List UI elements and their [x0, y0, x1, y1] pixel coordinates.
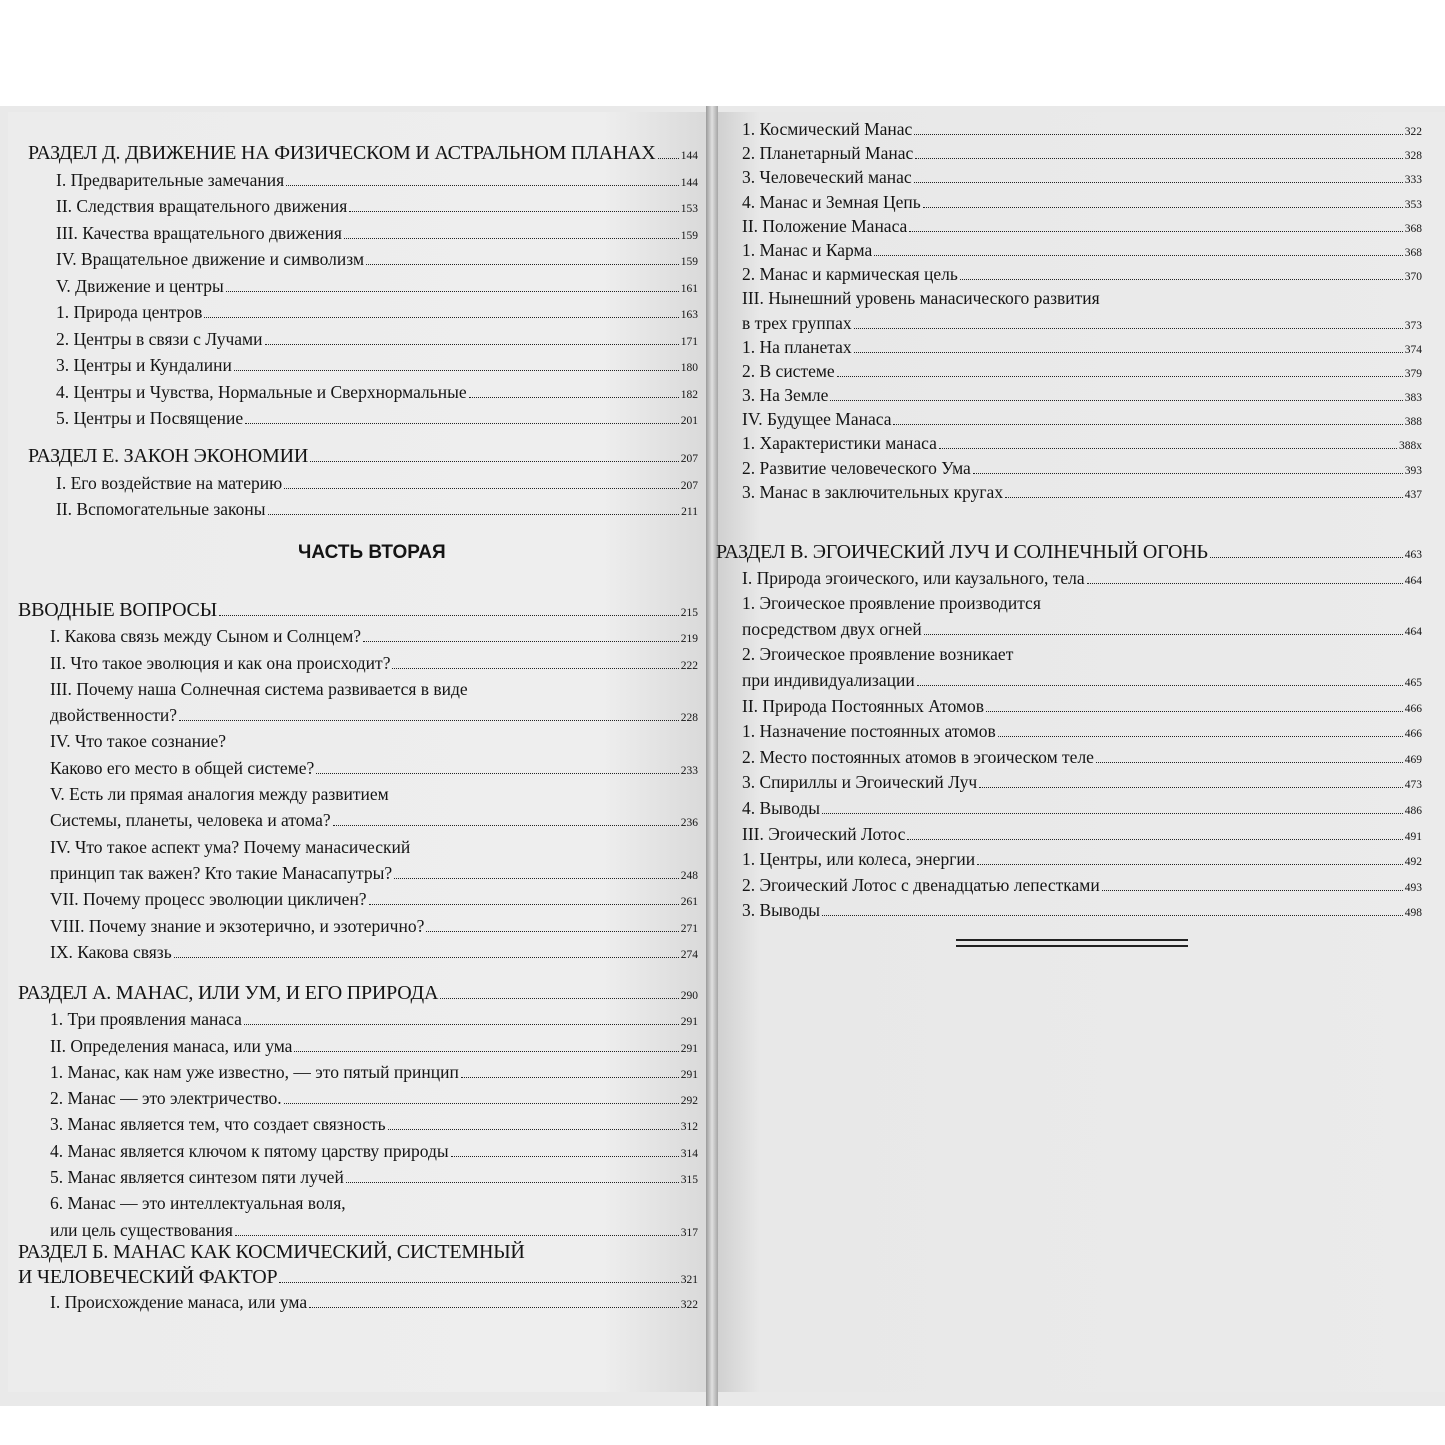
page-number: 464 — [1404, 574, 1422, 587]
toc-entry-title: I. Природа эгоического, или каузального, тела — [742, 567, 1085, 588]
dot-leader — [174, 957, 679, 958]
toc-entry-title: 2. Манас — это электричество. — [50, 1088, 282, 1109]
dot-leader — [426, 931, 678, 932]
dot-leader — [451, 1156, 679, 1157]
end-rule-bottom — [956, 945, 1188, 947]
dot-leader — [893, 424, 1402, 425]
toc-entry-title: V. Движение и центры — [56, 275, 224, 296]
toc-entry — [28, 470, 698, 497]
toc-entry-title: Системы, планеты, человека и атома? — [50, 810, 331, 831]
part-title: ЧАСТЬ ВТОРАЯ — [298, 542, 446, 563]
toc-entry-title: IV. Будущее Манаса — [742, 409, 892, 430]
toc-entry-title: 2. Эгоическое проявление возникает — [742, 644, 1014, 665]
page-number: 486 — [1404, 804, 1422, 817]
page-number: 163 — [680, 309, 698, 321]
page-number: 466 — [1404, 728, 1422, 741]
toc-entry-title: 3. Человеческий манас — [742, 167, 912, 188]
page-number: 211 — [681, 506, 698, 518]
toc-entry-title: 2. Планетарный Манас — [742, 143, 914, 164]
page-number: 388x — [1399, 440, 1422, 453]
toc-entry — [742, 359, 1422, 383]
toc-entry — [18, 1085, 698, 1111]
dot-leader — [366, 264, 679, 265]
toc-entry-title: 1. Манас, как нам уже известно, — это пятый принцип — [50, 1061, 459, 1082]
page-number: 321 — [680, 1274, 698, 1286]
toc-entry — [18, 860, 698, 886]
page-number: 233 — [680, 764, 698, 777]
dot-leader — [822, 813, 1403, 814]
toc-entry — [28, 405, 698, 432]
toc-entry — [28, 220, 698, 247]
toc-entry — [28, 167, 698, 194]
page-number: 312 — [680, 1121, 698, 1134]
toc-entry-title: III. Качества вращательного движения — [56, 222, 342, 243]
toc-entry-title: РАЗДЕЛ Б. МАНАС КАК КОСМИЧЕСКИЙ, СИСТЕМНЫЙ — [18, 1241, 525, 1263]
toc-entry — [18, 807, 698, 833]
page-number: 368 — [1404, 246, 1422, 259]
toc-heading — [28, 443, 698, 470]
page-number: 261 — [680, 896, 698, 909]
dot-leader — [1102, 890, 1403, 891]
toc-entry-title: III. Эгоический Лотос — [742, 823, 906, 844]
dot-leader — [1005, 497, 1403, 498]
toc-entry — [28, 352, 698, 379]
toc-heading — [28, 140, 698, 167]
toc-heading — [18, 1265, 698, 1290]
toc-entry-title: 3. Манас в заключительных кругах — [742, 481, 1004, 502]
toc-entry-title: 6. Манас — это интеллектуальная воля, — [50, 1193, 346, 1214]
toc-section-a — [18, 980, 698, 1243]
toc-entry — [716, 694, 1422, 720]
toc-entry-title: 3. Манас является тем, что создает связность — [50, 1114, 386, 1135]
toc-entry-title: 2. Манас и кармическая цель — [742, 264, 958, 285]
toc-introductory-questions — [18, 597, 698, 965]
toc-entry-title: 1. На планетах — [742, 336, 852, 357]
toc-entry-title: 1. Характеристики манаса — [742, 433, 937, 454]
toc-entry — [28, 193, 698, 220]
toc-entry — [18, 755, 698, 781]
page-number: 171 — [680, 335, 698, 348]
toc-entry — [28, 496, 698, 523]
toc-entry-title: 5. Манас является синтезом пяти лучей — [50, 1167, 344, 1188]
page-number: 159 — [680, 256, 698, 268]
page-number: 236 — [680, 817, 698, 830]
toc-entry — [18, 676, 698, 702]
toc-entry — [742, 431, 1422, 455]
page-number: 144 — [680, 176, 698, 189]
toc-entry — [742, 480, 1422, 504]
page-number: 388 — [1404, 416, 1422, 429]
dot-leader — [349, 211, 678, 212]
page-number: 373 — [1404, 319, 1422, 332]
page-number: 207 — [680, 479, 698, 492]
page-number: 374 — [1404, 343, 1422, 356]
toc-entry-title: Каково его место в общей системе? — [50, 757, 315, 778]
toc-entry-title: IV. Вращательное движение и символизм — [56, 249, 365, 269]
toc-entry-title: 3. Центры и Кундалини — [56, 355, 232, 375]
toc-entry-title: II. Что такое эволюция и как она происходит? — [50, 652, 391, 673]
toc-entry-title: И ЧЕЛОВЕЧЕСКИЙ ФАКТОР — [18, 1266, 278, 1288]
toc-entry — [716, 822, 1422, 848]
dot-leader — [204, 317, 678, 318]
dot-leader — [226, 291, 679, 292]
toc-entry-title: 3. На Земле — [742, 385, 829, 406]
page-number: 182 — [680, 388, 698, 401]
toc-entry — [18, 650, 698, 676]
page-number: 328 — [1404, 150, 1422, 163]
dot-leader — [830, 400, 1402, 401]
page-number: 465 — [1404, 676, 1422, 689]
toc-entry — [716, 796, 1422, 822]
toc-entry-title: 2. Развитие человеческого Ума — [742, 457, 971, 478]
toc-entry-title: VIII. Почему знание и экзотерично, и эзотерично? — [50, 915, 425, 936]
page-number: 159 — [680, 229, 698, 242]
toc-entry-title: I. Его воздействие на материю — [56, 472, 283, 493]
dot-leader — [309, 1307, 679, 1308]
page-number: 469 — [1404, 753, 1422, 766]
page-number: 492 — [1404, 856, 1422, 869]
page-number: 290 — [680, 990, 698, 1002]
page-number: 491 — [1404, 830, 1422, 843]
dot-leader — [986, 711, 1403, 712]
toc-entry — [18, 1190, 698, 1216]
toc-entry-title: 1. Природа центров — [56, 302, 203, 322]
dot-leader — [245, 423, 679, 424]
page-number: 201 — [680, 415, 698, 427]
toc-entry — [742, 214, 1422, 238]
toc-entry-title: IX. Какова связь — [50, 941, 172, 962]
toc-entry-title: при индивидуализации — [742, 669, 915, 690]
toc-section-b-continued — [742, 117, 1422, 504]
toc-entry-title: посредством двух огней — [742, 618, 922, 639]
toc-entry — [716, 617, 1422, 643]
dot-leader — [310, 461, 679, 462]
dot-leader — [219, 615, 679, 616]
toc-entry-title: РАЗДЕЛ В. ЭГОИЧЕСКИЙ ЛУЧ И СОЛНЕЧНЫЙ ОГОНЬ — [716, 541, 1208, 563]
toc-entry-title: IV. Что такое сознание? — [50, 731, 227, 752]
dot-leader — [279, 1282, 678, 1283]
toc-entry-title: I. Предварительные замечания — [56, 169, 285, 190]
page-number: 144 — [680, 150, 698, 162]
dot-leader — [179, 720, 679, 721]
toc-entry-title: 2. В системе — [742, 360, 835, 381]
dot-leader — [388, 1129, 679, 1130]
toc-entry — [742, 456, 1422, 480]
toc-entry — [18, 623, 698, 649]
page-number: 463 — [1404, 549, 1422, 561]
toc-entry-title: II. Вспомогательные законы — [56, 499, 266, 519]
dot-leader — [915, 158, 1403, 159]
toc-entry-title: 2. Эгоический Лотос с двенадцатью лепестками — [742, 874, 1100, 895]
toc-entry-title: РАЗДЕЛ Д. ДВИЖЕНИЕ НА ФИЗИЧЕСКОМ И АСТРАЛЬНОМ ПЛАНАХ — [28, 142, 656, 164]
toc-entry — [18, 1290, 698, 1315]
toc-entry — [742, 311, 1422, 335]
page-number: 333 — [1404, 174, 1422, 187]
page-number: 368 — [1404, 222, 1422, 235]
page-number: 493 — [1404, 881, 1422, 894]
dot-leader — [440, 998, 679, 999]
toc-entry — [716, 719, 1422, 745]
toc-heading — [18, 597, 698, 623]
page-number: 473 — [1404, 779, 1422, 792]
toc-entry-title: I. Какова связь между Сыном и Солнцем? — [50, 626, 362, 647]
dot-leader — [998, 736, 1403, 737]
toc-entry-title: VII. Почему процесс эволюции цикличен? — [50, 889, 367, 910]
toc-entry-title: 4. Выводы — [742, 797, 820, 818]
toc-entry-title: РАЗДЕЛ Е. ЗАКОН ЭКОНОМИИ — [28, 445, 309, 467]
page-number: 317 — [680, 1226, 698, 1239]
toc-heading — [716, 540, 1422, 566]
dot-leader — [822, 915, 1403, 916]
dot-leader — [394, 878, 679, 879]
toc-entry — [742, 262, 1422, 286]
toc-entry-title: 1. Центры, или колеса, энергии — [742, 849, 976, 870]
dot-leader — [914, 134, 1402, 135]
toc-entry — [716, 591, 1422, 617]
page-number: 180 — [680, 362, 698, 374]
toc-heading — [18, 980, 698, 1006]
toc-entry — [742, 238, 1422, 262]
toc-entry — [18, 1033, 698, 1059]
dot-leader — [369, 904, 679, 905]
dot-leader — [346, 1182, 679, 1183]
toc-entry — [742, 141, 1422, 165]
toc-entry-title: II. Положение Манаса — [742, 215, 908, 236]
dot-leader — [1210, 557, 1403, 558]
toc-entry-title: или цель существования — [50, 1219, 233, 1240]
toc-entry-title: 1. Манас и Карма — [742, 239, 873, 260]
toc-section-d — [28, 140, 698, 432]
toc-entry — [716, 566, 1422, 592]
toc-entry-title: 1. Три проявления манаса — [50, 1009, 242, 1030]
toc-entry — [28, 379, 698, 406]
page-number: 271 — [680, 922, 698, 935]
toc-entry-title: I. Происхождение манаса, или ума — [50, 1292, 308, 1312]
page-number: 207 — [680, 453, 698, 465]
page-number: 498 — [1404, 907, 1422, 920]
toc-entry — [18, 1059, 698, 1085]
toc-entry-title: принцип так важен? Кто такие Манасапутры? — [50, 862, 393, 883]
toc-entry-title: V. Есть ли прямая аналогия между развитием — [50, 784, 389, 805]
end-rule-top — [956, 939, 1188, 941]
toc-entry — [28, 246, 698, 273]
toc-entry — [716, 847, 1422, 873]
dot-leader — [939, 448, 1397, 449]
toc-entry — [18, 781, 698, 807]
toc-entry — [716, 745, 1422, 771]
toc-entry-title: РАЗДЕЛ А. МАНАС, ИЛИ УМ, И ЕГО ПРИРОДА — [18, 982, 439, 1004]
toc-entry-title: III. Почему наша Солнечная система развивается в виде — [50, 678, 468, 699]
dot-leader — [960, 279, 1403, 280]
dot-leader — [914, 182, 1403, 183]
dot-leader — [917, 685, 1403, 686]
page-number: 291 — [680, 1068, 698, 1081]
page-number: 291 — [680, 1042, 698, 1055]
dot-leader — [363, 641, 679, 642]
dot-leader — [924, 634, 1403, 635]
toc-entry-title: II. Определения манаса, или ума — [50, 1035, 293, 1056]
toc-entry-title: в трех группах — [742, 312, 852, 333]
page-number: 292 — [680, 1095, 698, 1108]
dot-leader — [854, 328, 1403, 329]
page-number: 393 — [1404, 464, 1422, 477]
dot-leader — [973, 473, 1403, 474]
page-number: 248 — [680, 869, 698, 882]
toc-entry — [18, 886, 698, 912]
page-number: 215 — [680, 607, 698, 619]
dot-leader — [265, 344, 679, 345]
dot-leader — [461, 1077, 679, 1078]
page-number: 370 — [1404, 271, 1422, 284]
toc-entry — [742, 335, 1422, 359]
toc-entry-title: II. Природа Постоянных Атомов — [742, 695, 984, 716]
toc-entry — [742, 286, 1422, 310]
toc-section-v — [716, 540, 1422, 924]
toc-entry — [18, 728, 698, 754]
page-number: 274 — [680, 948, 698, 961]
toc-entry — [18, 1138, 698, 1164]
dot-leader — [268, 514, 680, 515]
toc-entry-title: 2. Место постоянных атомов в эгоическом теле — [742, 746, 1094, 767]
dot-leader — [316, 773, 678, 774]
toc-entry — [28, 273, 698, 300]
toc-entry-title: 4. Манас является ключом к пятому царству природы — [50, 1140, 449, 1161]
page-number: 353 — [1404, 198, 1422, 211]
toc-entry-title: 3. Выводы — [742, 900, 820, 921]
toc-entry — [716, 642, 1422, 668]
page-number: 322 — [1404, 126, 1422, 138]
dot-leader — [907, 839, 1402, 840]
page-number: 322 — [680, 1299, 698, 1311]
dot-leader — [344, 238, 679, 239]
page-number: 291 — [680, 1016, 698, 1029]
toc-entry — [18, 834, 698, 860]
toc-section-e — [28, 443, 698, 523]
toc-entry-title: 1. Эгоическое проявление производится — [742, 593, 1041, 614]
toc-entry — [18, 1164, 698, 1190]
toc-entry — [28, 326, 698, 353]
toc-entry — [18, 913, 698, 939]
dot-leader — [977, 864, 1403, 865]
dot-leader — [284, 1103, 679, 1104]
dot-leader — [286, 185, 679, 186]
page-number: 437 — [1404, 488, 1422, 501]
page-number: 379 — [1404, 367, 1422, 380]
page-number: 153 — [680, 203, 698, 215]
page-number: 383 — [1404, 392, 1422, 405]
toc-entry-title: IV. Что такое аспект ума? Почему манасический — [50, 836, 411, 857]
toc-entry — [18, 702, 698, 728]
dot-leader — [333, 825, 679, 826]
toc-entry — [716, 873, 1422, 899]
dot-leader — [923, 207, 1403, 208]
page-number: 222 — [680, 659, 698, 672]
toc-entry-title: 1. Назначение постоянных атомов — [742, 721, 996, 742]
toc-entry-title: 5. Центры и Посвящение — [56, 408, 244, 428]
toc-entry — [742, 117, 1422, 141]
toc-entry-title: 3. Спириллы и Эгоический Луч — [742, 772, 978, 793]
dot-leader — [469, 397, 679, 398]
dot-leader — [854, 352, 1403, 353]
dot-leader — [284, 488, 679, 489]
toc-entry — [28, 299, 698, 326]
dot-leader — [392, 668, 678, 669]
page-number: 315 — [680, 1174, 698, 1187]
toc-entry — [18, 1111, 698, 1137]
toc-section-b — [18, 1240, 698, 1315]
dot-leader — [874, 255, 1402, 256]
toc-entry — [742, 190, 1422, 214]
toc-entry-title: 2. Центры в связи с Лучами — [56, 328, 263, 349]
page-number: 228 — [680, 712, 698, 725]
page-number: 219 — [680, 633, 698, 646]
dot-leader — [909, 231, 1402, 232]
dot-leader — [1096, 762, 1403, 763]
toc-entry-title: 4. Центры и Чувства, Нормальные и Сверхнормальные — [56, 381, 467, 402]
toc-entry — [716, 898, 1422, 924]
toc-entry — [18, 939, 698, 965]
toc-entry — [742, 165, 1422, 189]
toc-entry — [742, 383, 1422, 407]
dot-leader — [244, 1024, 679, 1025]
toc-entry-title: II. Следствия вращательного движения — [56, 196, 348, 216]
toc-entry-title: III. Нынешний уровень манасического развития — [742, 288, 1100, 309]
toc-entry-title: 4. Манас и Земная Цепь — [742, 191, 921, 212]
page-number: 161 — [680, 282, 698, 295]
page-number: 314 — [680, 1147, 698, 1160]
dot-leader — [1087, 583, 1403, 584]
page-number: 466 — [1404, 702, 1422, 715]
toc-entry-title: 1. Космический Манас — [742, 119, 913, 139]
dot-leader — [234, 370, 679, 371]
toc-heading — [18, 1240, 698, 1265]
dot-leader — [979, 787, 1403, 788]
dot-leader — [658, 158, 679, 159]
toc-entry — [716, 668, 1422, 694]
toc-entry — [742, 407, 1422, 431]
toc-entry — [18, 1006, 698, 1032]
page-number: 464 — [1404, 625, 1422, 638]
toc-entry-title: двойственности? — [50, 705, 177, 726]
toc-entry-title: ВВОДНЫЕ ВОПРОСЫ — [18, 599, 217, 621]
dot-leader — [837, 376, 1403, 377]
toc-entry — [716, 770, 1422, 796]
dot-leader — [235, 1235, 679, 1236]
dot-leader — [294, 1051, 678, 1052]
